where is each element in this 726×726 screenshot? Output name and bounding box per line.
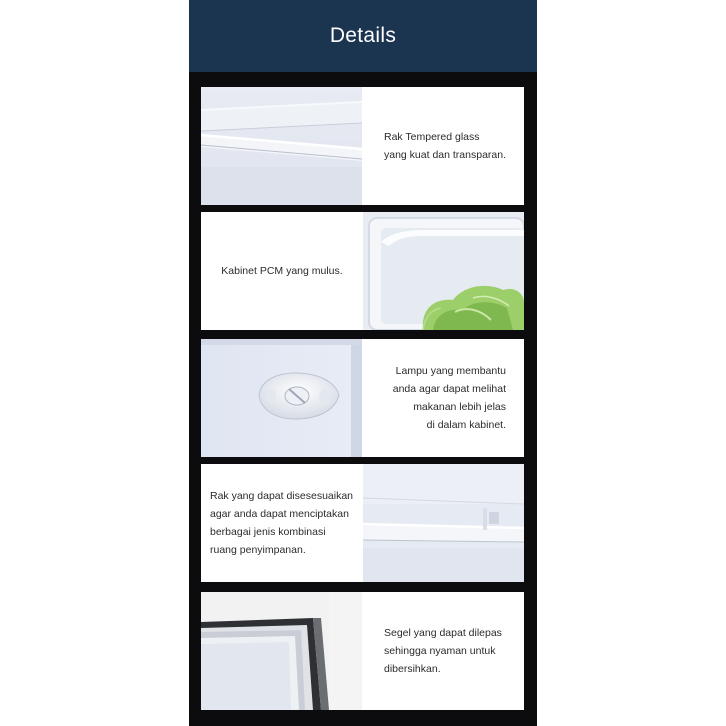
details-panel [189,0,537,726]
feature-text-cell [362,592,524,710]
tempered-glass-shelf-photo [201,87,362,205]
feature-description: Lampu yang membantu anda agar dapat melihat makanan lebih jelas di dalam kabinet. [392,365,506,431]
feature-description: Rak yang dapat disesesuaikan agar anda dapat menciptakan berbagai jenis kombinasi ruang penyimpanan. [210,490,354,556]
feature-text-cell [201,464,363,582]
interior-lamp-photo [201,339,362,457]
feature-text-cell [362,339,524,457]
feature-description: Segel yang dapat dilepas sehingga nyaman untuk dibersihkan. [384,627,502,675]
feature-card-pcm-cabinet [201,212,524,330]
header-bar [189,0,537,72]
page-title: Details [329,24,397,47]
feature-card-adjustable-shelf [201,464,524,582]
feature-description: Rak Tempered glass yang kuat dan transparan. [384,131,507,161]
feature-card-tempered-glass [201,87,524,205]
feature-text-cell [362,87,524,205]
feature-description: Kabinet PCM yang mulus. [221,265,343,277]
feature-card-interior-lamp [201,339,524,457]
crisper-drawer-photo [363,212,524,330]
door-seal-photo [201,592,362,710]
adjustable-shelf-photo [363,464,524,582]
feature-text-cell [201,212,363,330]
feature-card-door-seal [201,592,524,710]
